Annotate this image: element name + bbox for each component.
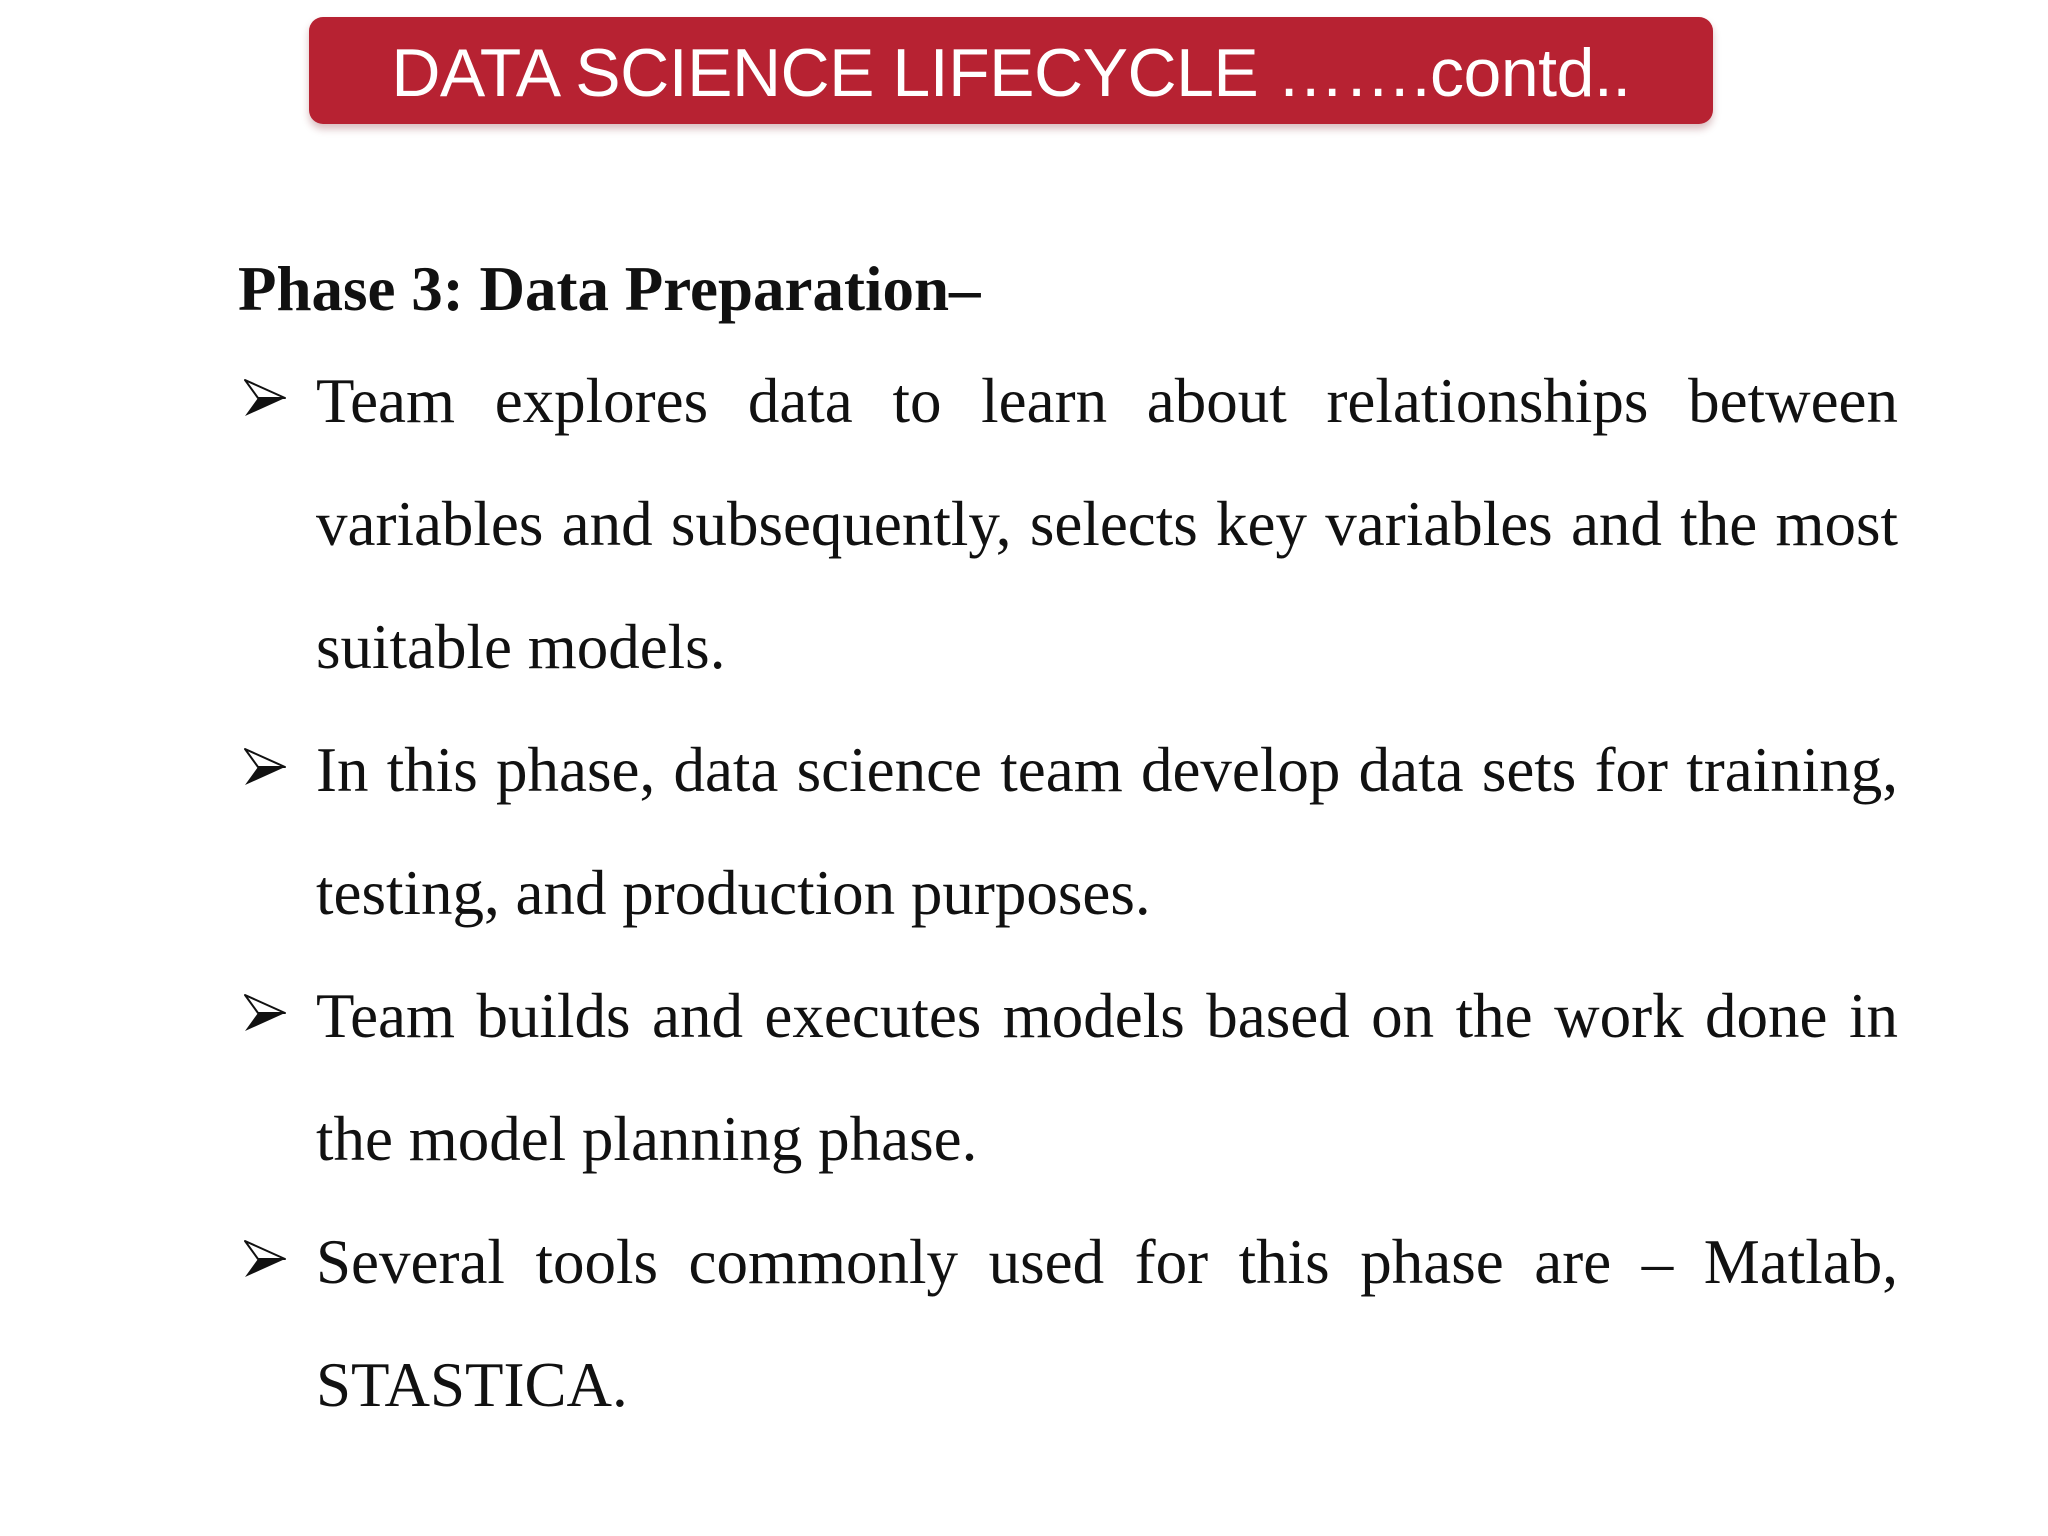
bullet-item <box>238 340 1898 709</box>
arrowhead-bullet-icon <box>243 1237 287 1281</box>
bullet-item <box>238 955 1898 1201</box>
arrowhead-bullet-icon <box>243 745 287 789</box>
phase-heading: Phase 3: Data Preparation– <box>238 254 981 324</box>
bullet-text: Team builds and executes models based on the work done in the model planning phase. <box>316 981 1898 1174</box>
arrowhead-bullet-icon <box>243 376 287 420</box>
bullet-text: Team explores data to learn about relationships between variables and subsequently, selects key variables and the most suitable models. <box>316 366 1898 682</box>
bullet-text: In this phase, data science team develop data sets for training, testing, and production purposes. <box>316 735 1898 928</box>
arrowhead-bullet-icon <box>243 991 287 1035</box>
bullet-item <box>238 1201 1898 1447</box>
bullet-text: Several tools commonly used for this phase are – Matlab, STASTICA. <box>316 1227 1898 1420</box>
slide-title: DATA SCIENCE LIFECYCLE …….contd.. <box>391 34 1631 111</box>
bullet-item <box>238 709 1898 955</box>
title-banner <box>309 17 1713 124</box>
slide-content <box>238 244 1898 1447</box>
